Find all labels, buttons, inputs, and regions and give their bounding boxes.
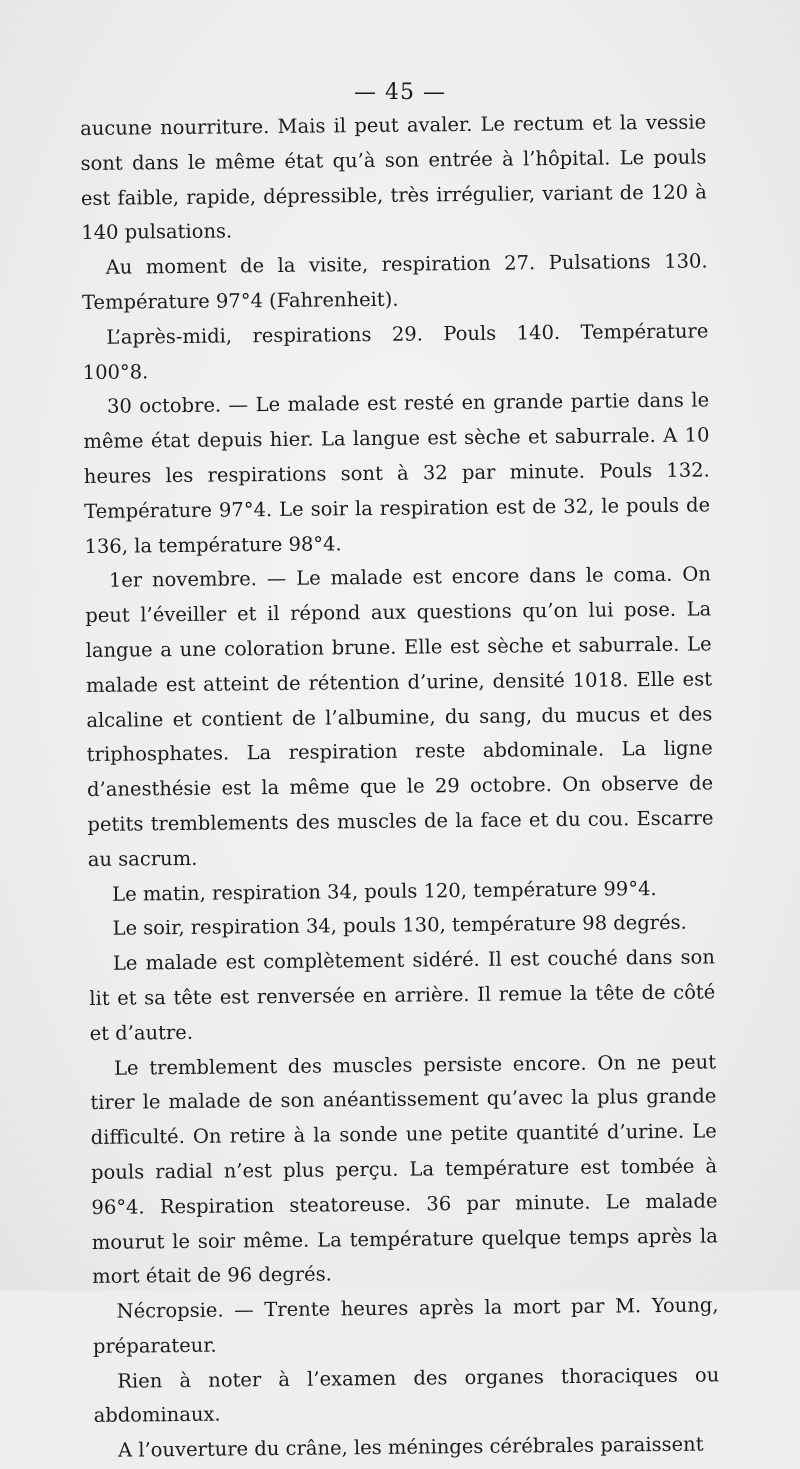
body-text bbox=[80, 105, 720, 1469]
paragraph: 30 octobre. — Le malade est resté en grande partie dans le même état depuis hier. La langue est sèche et saburrale. A 10 heures les respirations sont à 32 par minute. Pouls 132. Température 97°4. Le soir la respiration est de 32, le pouls de 136, la température 98°4. bbox=[83, 388, 711, 558]
paragraph: 1er novembre. — Le malade est encore dans le coma. On peut l’éveiller et il répond aux questions qu’on lui pose. La langue a une coloration brune. Elle est sèche et saburrale. Le malade est atteint de rétention d’urine, densité 1018. Elle est alcaline et contient de l’albumine, du sang, du mucus et des triphosphates. La respiration reste abdominale. La ligne d’anesthésie est la même que le 29 octobre. On observe de petits tremblements des muscles de la face et du cou. Escarre au sacrum. bbox=[85, 562, 714, 871]
paragraph: Au moment de la visite, respiration 27. Pulsations 130. Température 97°4 (Fahrenheit). bbox=[81, 249, 708, 314]
paragraph: Le soir, respiration 34, pouls 130, température 98 degrés. bbox=[112, 911, 687, 941]
paragraph: Le malade est complètement sidéré. Il est couché dans son lit et sa tête est renversée en arrière. Il remue la tête de côté et d’autre. bbox=[89, 945, 716, 1045]
page-number: — 45 — bbox=[354, 80, 446, 105]
paragraph: Nécropsie. — Trente heures après la mort par M. Young, préparateur. bbox=[92, 1293, 719, 1358]
paragraph: L’après-midi, respirations 29. Pouls 140. Température 100°8. bbox=[82, 319, 709, 384]
paragraph: Rien à noter à l’examen des organes thoraciques ou abdominaux. bbox=[93, 1363, 720, 1428]
paragraph: aucune nourriture. Mais il peut avaler. Le rectum et la vessie sont dans le même état qu’à son entrée à l’hôpital. Le pouls est faible, rapide, dépressible, très irrégulier, variant de 120 à 140 pulsations. bbox=[80, 110, 707, 245]
paragraph: Le tremblement des muscles persiste encore. On ne peut tirer le malade de son anéantissement qu’avec la plus grande difficulté. On retire à la sonde une petite quantité d’urine. Le pouls radial n’est plus perçu. La température est tombée à 96°4. Respiration steatoreuse. 36 par minute. Le malade mourut le soir même. La température quelque temps après la mort était de 96 degrés. bbox=[90, 1049, 718, 1289]
paragraph: Le matin, respiration 34, pouls 120, température 99°4. bbox=[112, 876, 657, 906]
paragraph: A l’ouverture du crâne, les méninges cérébrales paraissent bbox=[117, 1432, 704, 1462]
